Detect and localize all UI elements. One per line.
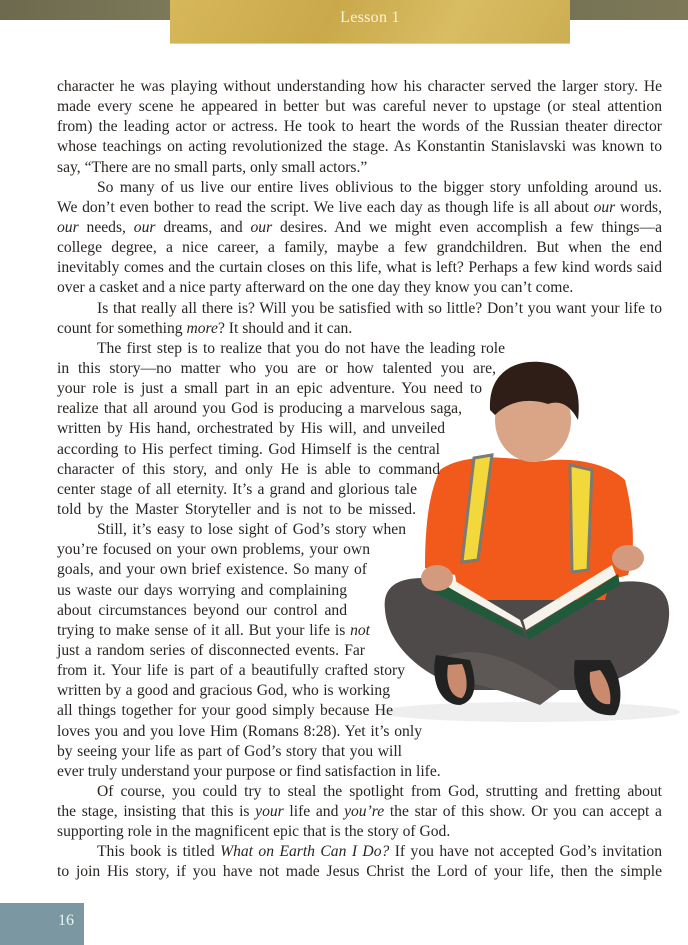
text-line: [57, 359, 496, 379]
text-run: us waste our days worrying and complaining: [57, 581, 347, 599]
text-run: ? It should and it can.: [217, 319, 353, 337]
text-run: The first step is to realize that you do not have the leading role: [97, 339, 505, 357]
text-run: the star of this show. Or you can accept a: [384, 803, 662, 821]
text-run: told by the Master Storyteller and is not to be missed.: [57, 500, 416, 518]
text-run: life and: [283, 803, 345, 821]
text-line: [57, 77, 662, 97]
text-run: dreams, and: [155, 218, 251, 236]
text-line: [57, 540, 370, 560]
text-run: center stage of all eternity. It’s a grand and glorious tale: [57, 480, 417, 498]
text-line: [57, 198, 662, 218]
text-line: [57, 460, 440, 480]
page-number: 16: [58, 912, 74, 929]
italic-text: our: [593, 198, 616, 216]
text-run: from it. Your life is part of a beautifully crafted story: [57, 662, 405, 680]
text-run: If you have not accepted God’s invitation: [389, 843, 662, 861]
text-run: about circumstances beyond our control and: [57, 601, 347, 619]
text-run: made every scene he appeared in better but was careful never to upstage (or steal attention: [57, 98, 662, 116]
text-run: supporting role in the magnificent epic that is the story of God.: [57, 823, 451, 841]
text-line: [57, 842, 662, 862]
text-line: [57, 178, 662, 198]
text-line: [57, 661, 405, 681]
text-run: say, “There are no small parts, only small actors.”: [57, 158, 368, 176]
italic-text: your: [255, 803, 284, 821]
text-run: over a casket and a nice party afterward on the one day they know you can’t come.: [57, 279, 574, 297]
text-line: [57, 419, 445, 439]
text-line: [57, 782, 662, 802]
text-run: So many of us live our entire lives oblivious to the bigger story unfolding around us.: [97, 178, 662, 196]
text-line: [57, 319, 662, 339]
text-run: character of this story, and only He is able to command: [57, 460, 440, 478]
italic-text: more: [186, 319, 218, 337]
text-line: [57, 399, 462, 419]
text-run: Still, it’s easy to lose sight of God’s story when: [97, 521, 406, 539]
text-run: loves you and you love Him (Romans 8:28). Yet it’s only: [57, 722, 422, 740]
text-line: [57, 339, 505, 359]
text-line: [57, 822, 662, 842]
italic-text: our: [57, 218, 79, 236]
text-run: written by His hand, orchestrated by His will, and unveiled: [57, 420, 445, 438]
text-run: ever truly understand your purpose or find satisfaction in life.: [57, 762, 441, 780]
text-line: [57, 520, 406, 540]
text-line: [57, 581, 347, 601]
text-run: written by a good and gracious God, who is working: [57, 682, 390, 700]
italic-text: our: [250, 218, 273, 236]
text-line: [57, 641, 365, 661]
text-run: realize that all around you God is producing a marvelous saga,: [57, 400, 462, 418]
text-run: trying to make sense of it all. But your life is: [57, 621, 351, 639]
text-run: by seeing your life as part of God’s story that you will: [57, 742, 402, 760]
lesson-label: Lesson 1: [340, 9, 400, 26]
text-run: Of course, you could try to steal the spotlight from God, strutting and fretting about: [97, 782, 662, 800]
text-line: [57, 379, 482, 399]
text-line: [57, 500, 416, 520]
text-line: [57, 218, 662, 238]
text-line: [57, 238, 662, 258]
text-run: just a random series of disconnected events. Far: [57, 641, 365, 659]
text-run: We don’t even bother to read the script. We live each day as though life is all about: [57, 198, 594, 216]
body-text: [57, 77, 662, 883]
text-run: to join His story, if you have not made Jesus Christ the Lord of your life, then the simple: [57, 863, 662, 881]
text-line: [57, 158, 662, 178]
text-run: according to His perfect timing. God Himself is the central: [57, 440, 440, 458]
page-number-tab: [0, 903, 84, 945]
text-run: college degree, a nice career, a family, maybe a few grandchildren. But when the end: [57, 239, 662, 257]
text-line: [57, 97, 662, 117]
text-line: [57, 480, 417, 500]
text-line: [57, 278, 662, 298]
text-line: [57, 802, 662, 822]
text-line: [57, 601, 347, 621]
text-run: from) the leading actor or actress. He took to heart the words of the Russian theater director: [57, 118, 662, 136]
text-line: [57, 440, 440, 460]
text-run: words,: [615, 198, 662, 216]
text-line: [57, 722, 422, 742]
text-line: [57, 621, 370, 641]
text-run: count for something: [57, 319, 187, 337]
text-run: all things together for your good simply because He: [57, 702, 393, 720]
text-line: [57, 137, 662, 157]
text-run: goals, and your own brief existence. So many of: [57, 561, 367, 579]
text-run: you’re focused on your own problems, your own: [57, 541, 370, 559]
text-line: [57, 701, 393, 721]
text-line: [57, 117, 662, 137]
text-run: character he was playing without understanding how his character served the larger story. He: [57, 78, 662, 95]
text-run: whose teachings on acting revolutionized the stage. As Konstantin Stanislavski was known to: [57, 138, 662, 156]
text-run: the stage, insisting that this is: [57, 803, 256, 821]
italic-text: you’re: [344, 803, 385, 821]
text-run: Is that really all there is? Will you be satisfied with so little? Don’t you want your life to: [97, 299, 662, 317]
text-line: [57, 681, 390, 701]
italic-text: our: [133, 218, 156, 236]
text-line: [57, 762, 455, 782]
italic-text: What on Earth Can I Do?: [220, 843, 390, 861]
text-line: [57, 742, 402, 762]
text-line: [57, 258, 662, 278]
text-run: needs,: [78, 218, 134, 236]
text-run: your role is just a small part in an epic adventure. You need to: [57, 380, 482, 398]
text-run: desires. And we might even accomplish a few things—a: [272, 218, 663, 236]
italic-text: not: [350, 621, 370, 639]
text-line: [57, 862, 662, 882]
text-run: This book is titled: [97, 843, 221, 861]
text-run: inevitably comes and the curtain closes on this life, what is left? Perhaps a few kind words said: [57, 259, 662, 277]
text-line: [57, 560, 367, 580]
text-line: [57, 299, 662, 319]
text-run: in this story—no matter who you are or how talented you are,: [57, 359, 496, 377]
